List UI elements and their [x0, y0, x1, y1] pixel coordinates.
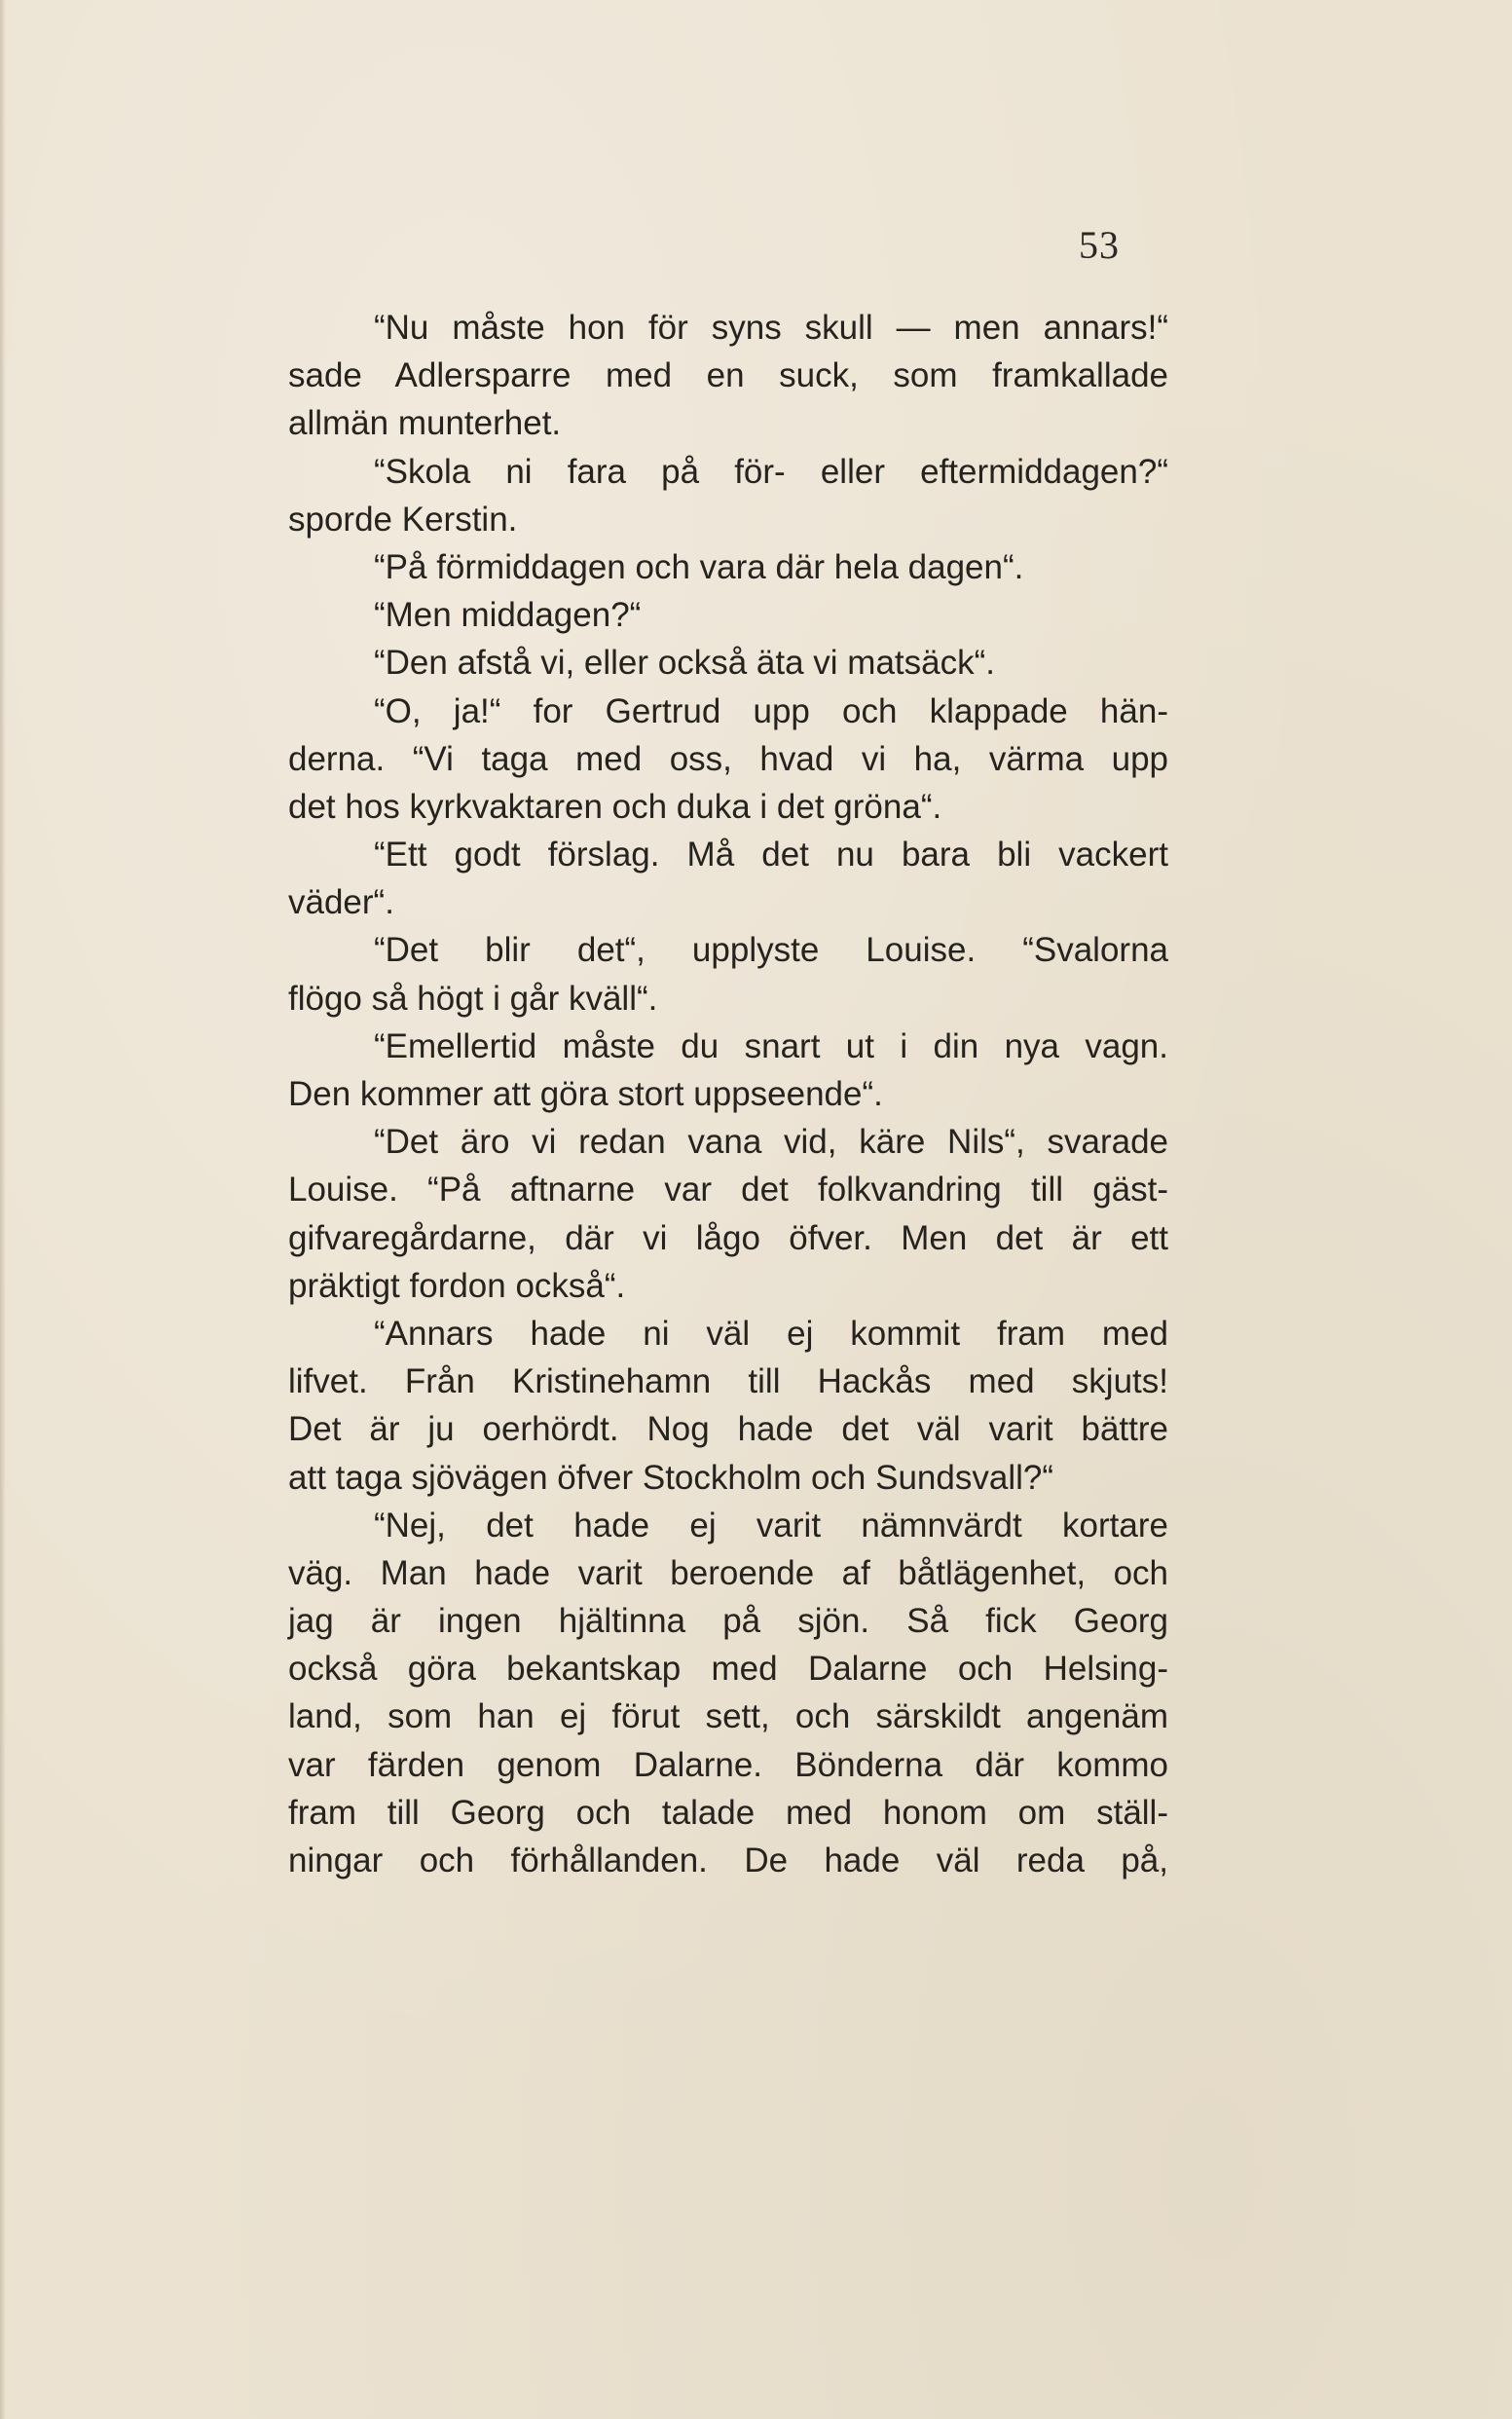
text-line: derna. “Vi taga med oss, hvad vi ha, värma upp: [288, 739, 1168, 778]
text-line: jag är ingen hjältinna på sjön. Så fick Georg: [288, 1602, 1168, 1641]
text-line: “Den afstå vi, eller också äta vi matsäck“.: [374, 644, 995, 683]
text-line: väg. Man hade varit beroende af båtlägenhet, och: [288, 1553, 1168, 1592]
text-line: väder“.: [288, 883, 394, 922]
text-line: flögo så högt i går kväll“.: [288, 979, 658, 1018]
text-line: “Skola ni fara på för- eller eftermiddagen?“: [374, 452, 1168, 491]
text-line: också göra bekantskap med Dalarne och Helsing-: [288, 1650, 1168, 1689]
text-line: land, som han ej förut sett, och särskildt angenäm: [288, 1697, 1168, 1736]
text-line: “Men middagen?“: [374, 596, 642, 635]
text-line: sporde Kerstin.: [288, 500, 518, 539]
text-line: “Nu måste hon för syns skull — men annars!“: [374, 309, 1168, 347]
text-line: “Det blir det“, upplyste Louise. “Svalorna: [374, 931, 1168, 970]
text-line: “Det äro vi redan vana vid, käre Nils“, svarade: [374, 1123, 1168, 1162]
text-line: “På förmiddagen och vara där hela dagen“.: [374, 547, 1024, 586]
text-line: allmän munterhet.: [288, 404, 562, 443]
text-line: “Annars hade ni väl ej kommit fram med: [374, 1314, 1168, 1353]
text-line: lifvet. Från Kristinehamn till Hackås med skjuts!: [288, 1362, 1168, 1401]
text-line: fram till Georg och talade med honom om ställ-: [288, 1793, 1168, 1832]
text-line: ningar och förhållanden. De hade väl reda på,: [288, 1842, 1168, 1879]
text-line: var färden genom Dalarne. Bönderna där kommo: [288, 1745, 1168, 1784]
text-line: “O, ja!“ for Gertrud upp och klappade hän-: [374, 691, 1168, 730]
text-line: “Ett godt förslag. Må det nu bara bli vackert: [374, 836, 1168, 875]
text-line: Det är ju oerhördt. Nog hade det väl varit bättre: [288, 1410, 1168, 1449]
text-line: präktigt fordon också“.: [288, 1266, 626, 1305]
text-line: Louise. “På aftnarne var det folkvandring till gäst-: [288, 1171, 1168, 1210]
text-line: gifvaregårdarne, där vi lågo öfver. Men det är ett: [288, 1218, 1168, 1257]
body-text: [288, 304, 1168, 1884]
text-line: “Nej, det hade ej varit nämnvärdt kortare: [374, 1506, 1168, 1544]
page-edge: [0, 0, 6, 2419]
page-number: 53: [1079, 223, 1120, 267]
text-line: det hos kyrkvaktaren och duka i det gröna“.: [288, 787, 942, 826]
text-line: sade Adlersparre med en suck, som framkallade: [288, 356, 1168, 395]
text-line: att taga sjövägen öfver Stockholm och Sundsvall?“: [288, 1458, 1053, 1497]
text-line: Den kommer att göra stort uppseende“.: [288, 1075, 883, 1113]
text-line: “Emellertid måste du snart ut i din nya vagn.: [374, 1026, 1168, 1065]
